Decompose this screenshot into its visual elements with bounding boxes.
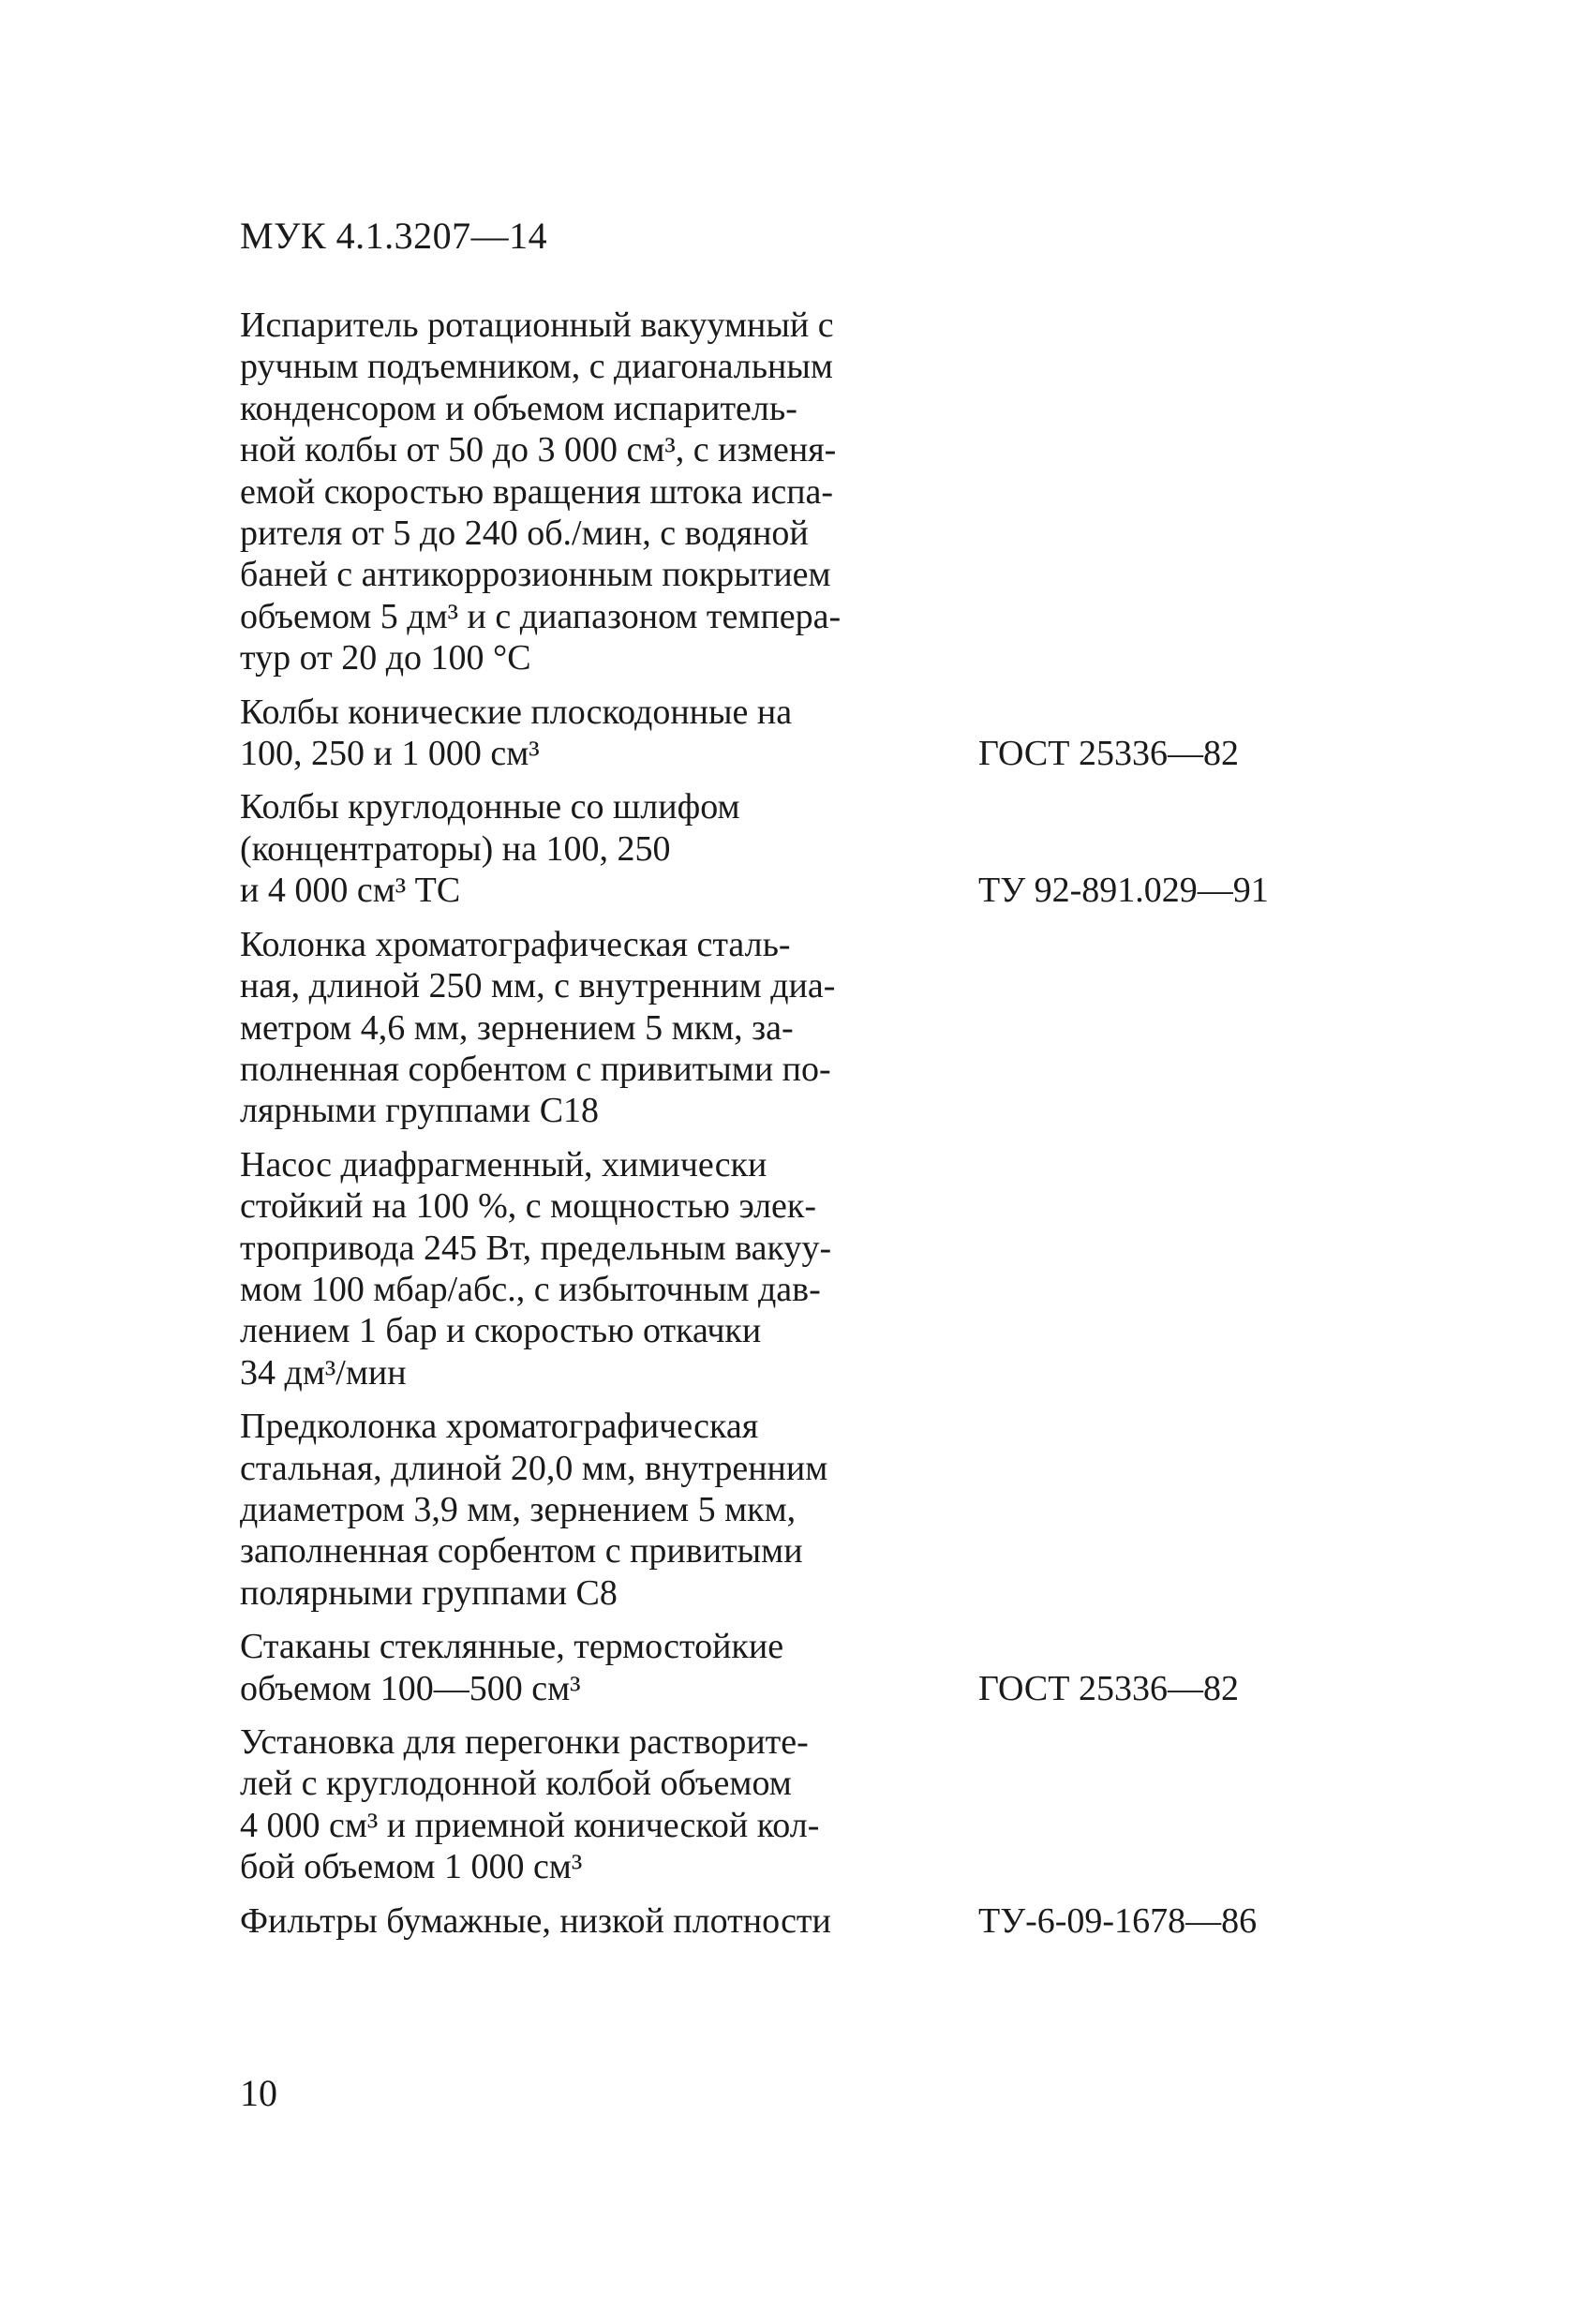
- description-line: Предколонка хроматографическая: [240, 1407, 759, 1447]
- list-item: [240, 692, 1308, 775]
- page-number: 10: [240, 2072, 277, 2114]
- description-line: объемом 5 дм³ и с диапазоном темпера-: [240, 596, 842, 636]
- list-item: [240, 305, 1308, 679]
- description-line: лением 1 бар и скоростью откачки: [240, 1311, 762, 1351]
- item-standard: ГОСТ 25336—82: [978, 734, 1239, 774]
- list-item: [240, 1721, 1308, 1888]
- item-description: [240, 1144, 952, 1393]
- description-line: ной колбы от 50 до 3 000 см³, с изменя-: [240, 430, 837, 470]
- description-line: заполненная сорбентом с привитыми: [240, 1531, 803, 1572]
- description-line: Колбы конические плоскодонные на: [240, 692, 793, 732]
- item-description: [240, 305, 952, 679]
- description-line: Испаритель ротационный вакуумный с: [240, 305, 834, 345]
- description-line: объемом 100—500 см³: [240, 1668, 581, 1708]
- item-description: [240, 1900, 952, 1942]
- description-line: бой объемом 1 000 см³: [240, 1847, 583, 1887]
- description-line: диаметром 3,9 мм, зернением 5 мкм,: [240, 1489, 797, 1529]
- description-line: метром 4,6 мм, зернением 5 мкм, за-: [240, 1007, 794, 1048]
- description-line: Стаканы стеклянные, термостойкие: [240, 1627, 784, 1667]
- description-line: и 4 000 см³ ТС: [240, 871, 461, 911]
- description-line: мом 100 мбар/абс., с избыточным дав-: [240, 1269, 821, 1309]
- description-line: ная, длиной 250 мм, с внутренним диа-: [240, 966, 836, 1006]
- description-line: емой скоростью вращения штока испа-: [240, 471, 834, 512]
- description-line: баней с антикоррозионным покрытием: [240, 555, 831, 595]
- description-line: стойкий на 100 %, с мощностью элек-: [240, 1186, 817, 1227]
- description-line: тропривода 245 Вт, предельным вакуу-: [240, 1228, 832, 1268]
- description-line: 100, 250 и 1 000 см³: [240, 734, 540, 774]
- description-line: 34 дм³/мин: [240, 1352, 407, 1393]
- description-line: 4 000 см³ и приемной конической кол-: [240, 1805, 820, 1845]
- description-line: тур от 20 до 100 °С: [240, 638, 531, 678]
- description-line: лярными группами С18: [240, 1091, 600, 1131]
- list-item: [240, 1144, 1308, 1393]
- item-description: [240, 924, 952, 1132]
- equipment-list: [240, 305, 1308, 1954]
- item-description: [240, 1721, 952, 1888]
- description-line: стальная, длиной 20,0 мм, внутренним: [240, 1448, 828, 1488]
- list-item: [240, 1900, 1308, 1942]
- description-line: Установка для перегонки растворите-: [240, 1722, 809, 1762]
- description-line: лей с круглодонной колбой объемом: [240, 1764, 792, 1804]
- item-description: [240, 692, 952, 775]
- description-line: (концентраторы) на 100, 250: [240, 828, 671, 869]
- list-item: [240, 1406, 1308, 1614]
- item-description: [240, 1406, 952, 1614]
- list-item: [240, 924, 1308, 1132]
- item-description: [240, 786, 952, 911]
- item-standard: ТУ-6-09-1678—86: [978, 1900, 1258, 1941]
- list-item: [240, 1626, 1308, 1709]
- description-line: Насос диафрагменный, химически: [240, 1144, 767, 1184]
- description-line: Фильтры бумажные, низкой плотности: [240, 1900, 831, 1941]
- item-description: [240, 1626, 952, 1709]
- document-code-header: МУК 4.1.3207—14: [240, 215, 548, 257]
- item-standard: ТУ 92-891.029—91: [978, 871, 1269, 911]
- description-line: полярными группами С8: [240, 1572, 618, 1613]
- description-line: ручным подъемником, с диагональным: [240, 347, 833, 387]
- description-line: полненная сорбентом с привитыми по-: [240, 1049, 831, 1089]
- description-line: Колонка хроматографическая сталь-: [240, 924, 791, 964]
- list-item: [240, 786, 1308, 911]
- description-line: рителя от 5 до 240 об./мин, с водяной: [240, 514, 809, 554]
- item-standard: ГОСТ 25336—82: [978, 1668, 1239, 1708]
- description-line: Колбы круглодонные со шлифом: [240, 787, 740, 827]
- description-line: конденсором и объемом испаритель-: [240, 388, 797, 428]
